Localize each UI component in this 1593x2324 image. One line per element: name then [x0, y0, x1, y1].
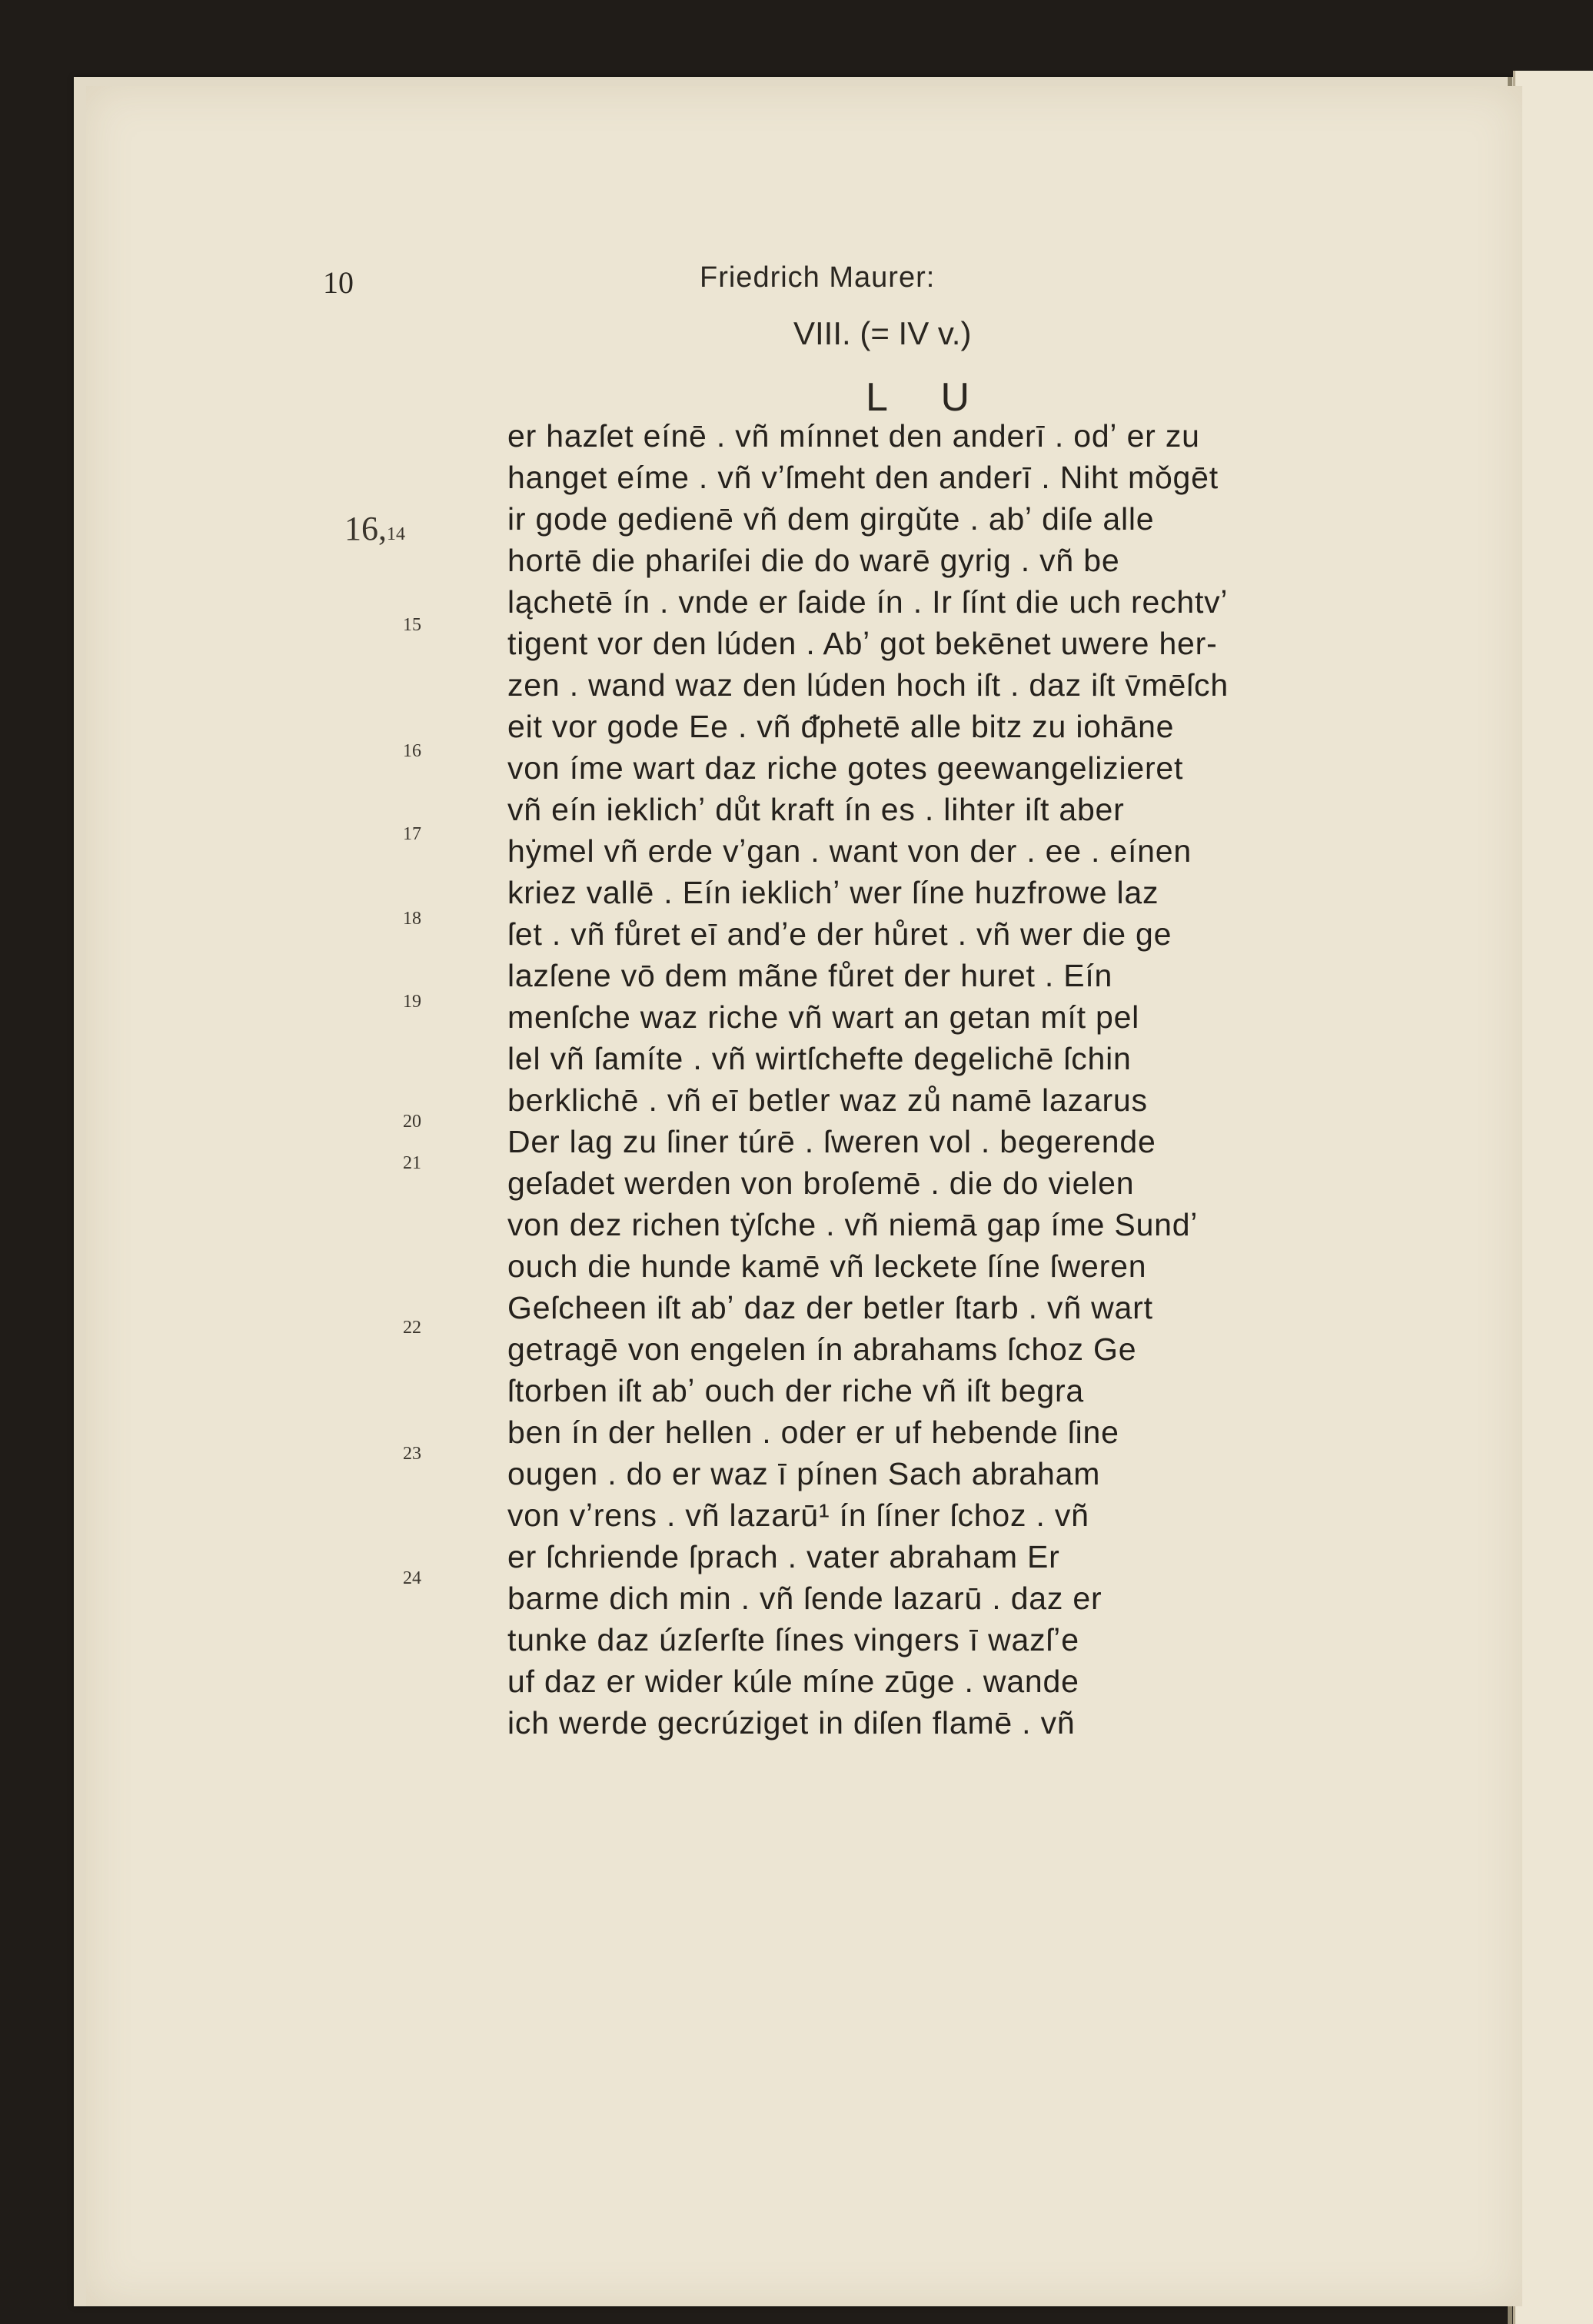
text-line: hortē die phariſei die do warē gyrig . vñ be [507, 543, 1120, 578]
section-heading: VIII. (= IV v.) [793, 315, 972, 351]
text-line: vñ eín ieklichʼ důt kraft ín es . lihter iſt aber [507, 792, 1125, 827]
text-line: getragē von engelen ín abrahams ſchoz Ge [507, 1332, 1137, 1367]
text-line: Geſcheen iſt abʼ daz der betler ſtarb . vñ wart [507, 1290, 1153, 1325]
text-line: tigent vor den lúden . Abʼ got bekēnet uwere her- [507, 626, 1218, 661]
text-line: barme dich min . vñ ſende lazarū . daz er [507, 1581, 1102, 1616]
text-line: hanget eíme . vñ vʼſmeht den anderī . Niht mǒgēt [507, 460, 1219, 495]
section-initials: L U [866, 375, 991, 420]
margin-ref: 19 [403, 992, 421, 1012]
text-line: ougen . do er waz ī pínen Sach abraham [507, 1456, 1101, 1491]
margin-ref: 23 [403, 1444, 421, 1464]
margin-ref: 17 [403, 824, 421, 844]
text-line: lazſene vō dem mãne fůret der huret . Eín [507, 958, 1113, 993]
margin-ref: 16 [403, 741, 421, 761]
text-line: geſadet werden von broſemē . die do vielen [507, 1165, 1135, 1201]
running-head: Friedrich Maurer: [700, 261, 936, 294]
text-line: menſche waz riche vñ wart an getan mít pel [507, 999, 1140, 1035]
margin-ref: 15 [403, 615, 421, 635]
text-line: tunke daz úzſerſte ſínes vingers ī wazſʼe [507, 1622, 1079, 1657]
text-line: ſtorben iſt abʼ ouch der riche vñ iſt begra [507, 1373, 1085, 1408]
text-line: lel vñ ſamíte . vñ wirtſchefte degelichē ſchin [507, 1041, 1132, 1076]
text-line: er ſchriende ſprach . vater abraham Er [507, 1539, 1060, 1574]
text-line: ich werde gecrúziget in diſen flamē . vñ [507, 1705, 1076, 1741]
text-line: ſet . vñ fůret eī andʼe der hůret . vñ wer die ge [507, 916, 1172, 952]
text-line: zen . wand waz den lúden hoch iſt . daz iſt v̄mēſch [507, 667, 1229, 703]
text-line: hẏmel vñ erde vʼgan . want von der . ee . eínen [507, 833, 1192, 869]
margin-ref: 22 [403, 1318, 421, 1338]
text-line: kriez vallē . Eín ieklichʼ wer ſíne huzfrowe laz [507, 875, 1159, 910]
text-line: ląchetē ín . vnde er ſaide ín . Ir ſínt die uch rechtvʼ [507, 584, 1229, 620]
margin-ref: 18 [403, 909, 421, 929]
text-line: von vʼrens . vñ lazarū¹ ín ſíner ſchoz . vñ [507, 1498, 1089, 1533]
text-line: Der lag zu ſiner túrē . ſweren vol . begerende [507, 1124, 1156, 1159]
text-line: ouch die hunde kamē vñ leckete ſíne ſweren [507, 1248, 1147, 1284]
text-line: ir gode gedienē vñ dem girgǔte . abʼ diſe alle [507, 501, 1155, 537]
text-line: von dez richen tẏſche . vñ niemā gap íme Sundʼ [507, 1207, 1199, 1242]
page-number: 10 [323, 265, 354, 300]
facing-page-edge [1513, 71, 1593, 2324]
text-line: uf daz er wider kúle míne zūge . wande [507, 1664, 1079, 1699]
text-line: ben ín der hellen . oder er uf hebende ſine [507, 1415, 1119, 1450]
text-line: er hazſet eínē . vñ mínnet den anderī . odʼ er zu [507, 418, 1200, 454]
margin-ref: 24 [403, 1568, 421, 1588]
text-line: von íme wart daz riche gotes geewangelizieret [507, 750, 1184, 786]
margin-ref: 21 [403, 1153, 421, 1173]
margin-ref: 20 [403, 1112, 421, 1132]
margin-ref: 16,14 [344, 510, 405, 547]
text-line: eit vor gode Ee . vñ ᵭphetē alle bitz zu iohāne [507, 709, 1175, 744]
text-line: berklichē . vñ eī betler waz zů namē lazarus [507, 1082, 1148, 1118]
